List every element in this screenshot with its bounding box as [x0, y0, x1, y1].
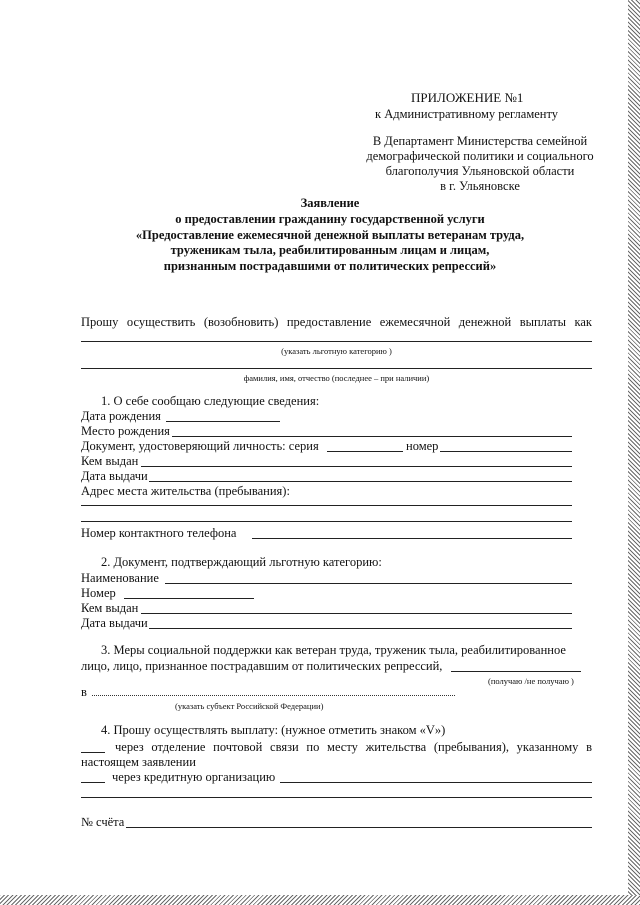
credit-org-field[interactable] — [280, 782, 592, 783]
post-checkbox-field[interactable] — [81, 752, 105, 753]
birth-place-field[interactable] — [172, 436, 572, 437]
section4-heading: 4. Прошу осуществлять выплату: (нужное отметить знаком «V») — [101, 723, 446, 737]
region-field[interactable] — [92, 695, 455, 696]
post-option-text: через отделение почтовой связи по месту жительства (пребывания), указанному в — [115, 740, 592, 754]
id-doc-series-field[interactable] — [327, 451, 403, 452]
full-name-hint: фамилия, имя, отчество (последнее – при наличии) — [243, 373, 430, 383]
birth-date-label: Дата рождения — [81, 409, 161, 423]
birth-date-field[interactable] — [166, 421, 280, 422]
issued-by-label: Кем выдан — [81, 454, 139, 468]
benefit-doc-issue-date-field[interactable] — [149, 628, 572, 629]
issued-by-field[interactable] — [141, 466, 572, 467]
post-option-text-cont: настоящем заявлении — [81, 755, 196, 769]
section2-heading: 2. Документ, подтверждающий льготную категорию: — [101, 555, 382, 569]
section1-heading: 1. О себе сообщаю следующие сведения: — [101, 394, 320, 408]
benefit-doc-issued-by-field[interactable] — [141, 613, 572, 614]
benefit-doc-number-field[interactable] — [124, 598, 254, 599]
intro-text: Прошу осуществить (возобновить) предоставление ежемесячной денежной выплаты как — [81, 315, 592, 329]
account-field[interactable] — [126, 827, 592, 828]
category-field-line[interactable] — [81, 341, 592, 342]
document-title-line: труженикам тыла, реабилитированным лицам и лицам, — [170, 243, 490, 257]
section3-text: 3. Меры социальной поддержки как ветеран труда, труженик тыла, реабилитированное — [101, 643, 566, 657]
benefit-doc-issued-by-label: Кем выдан — [81, 601, 139, 615]
credit-checkbox-field[interactable] — [81, 782, 105, 783]
document-title-line: о предоставлении гражданину государственной услуги — [175, 212, 485, 226]
phone-field[interactable] — [252, 538, 572, 539]
birth-place-label: Место рождения — [81, 424, 170, 438]
credit-option-text: через кредитную организацию — [112, 770, 276, 784]
credit-org-field-line[interactable] — [81, 797, 592, 798]
region-hint: (указать субъект Российской Федерации) — [175, 701, 324, 711]
id-doc-number-label: номер — [406, 439, 439, 453]
address-field-line[interactable] — [81, 521, 572, 522]
document-title-line: признанным пострадавшими от политических репрессий» — [163, 259, 497, 273]
addressee-line: благополучия Ульяновской области — [385, 164, 575, 178]
receive-status-hint: (получаю /не получаю ) — [488, 676, 574, 686]
account-label: № счёта — [81, 815, 125, 829]
issue-date-label: Дата выдачи — [81, 469, 148, 483]
benefit-doc-name-label: Наименование — [81, 571, 159, 585]
full-name-field-line[interactable] — [81, 368, 592, 369]
addressee-line: В Департамент Министерства семейной — [372, 134, 588, 148]
addressee-line: в г. Ульяновске — [440, 179, 520, 193]
address-label: Адрес места жительства (пребывания): — [81, 484, 290, 498]
benefit-doc-number-label: Номер — [81, 586, 116, 600]
benefit-doc-issue-date-label: Дата выдачи — [81, 616, 148, 630]
address-field-line[interactable] — [81, 505, 572, 506]
scan-edge-bottom — [0, 895, 640, 905]
document-title-line: «Предоставление ежемесячной денежной выплаты ветеранам труда, — [135, 228, 525, 242]
addressee-line: демографической политики и социального — [366, 149, 594, 163]
region-prefix: в — [81, 685, 87, 699]
issue-date-field[interactable] — [149, 481, 572, 482]
appendix-title: ПРИЛОЖЕНИЕ №1 — [411, 90, 524, 105]
id-doc-number-field[interactable] — [440, 451, 572, 452]
appendix-subtitle: к Административному регламенту — [375, 107, 559, 121]
section3-text-cont: лицо, лицо, признанное пострадавшим от политических репрессий, — [81, 659, 443, 673]
receive-status-field[interactable] — [451, 671, 581, 672]
category-hint: (указать льготную категорию ) — [281, 346, 392, 356]
phone-label: Номер контактного телефона — [81, 526, 237, 540]
id-doc-label: Документ, удостоверяющий личность: серия — [81, 439, 319, 453]
benefit-doc-name-field[interactable] — [165, 583, 572, 584]
document-title: Заявление — [300, 196, 360, 210]
